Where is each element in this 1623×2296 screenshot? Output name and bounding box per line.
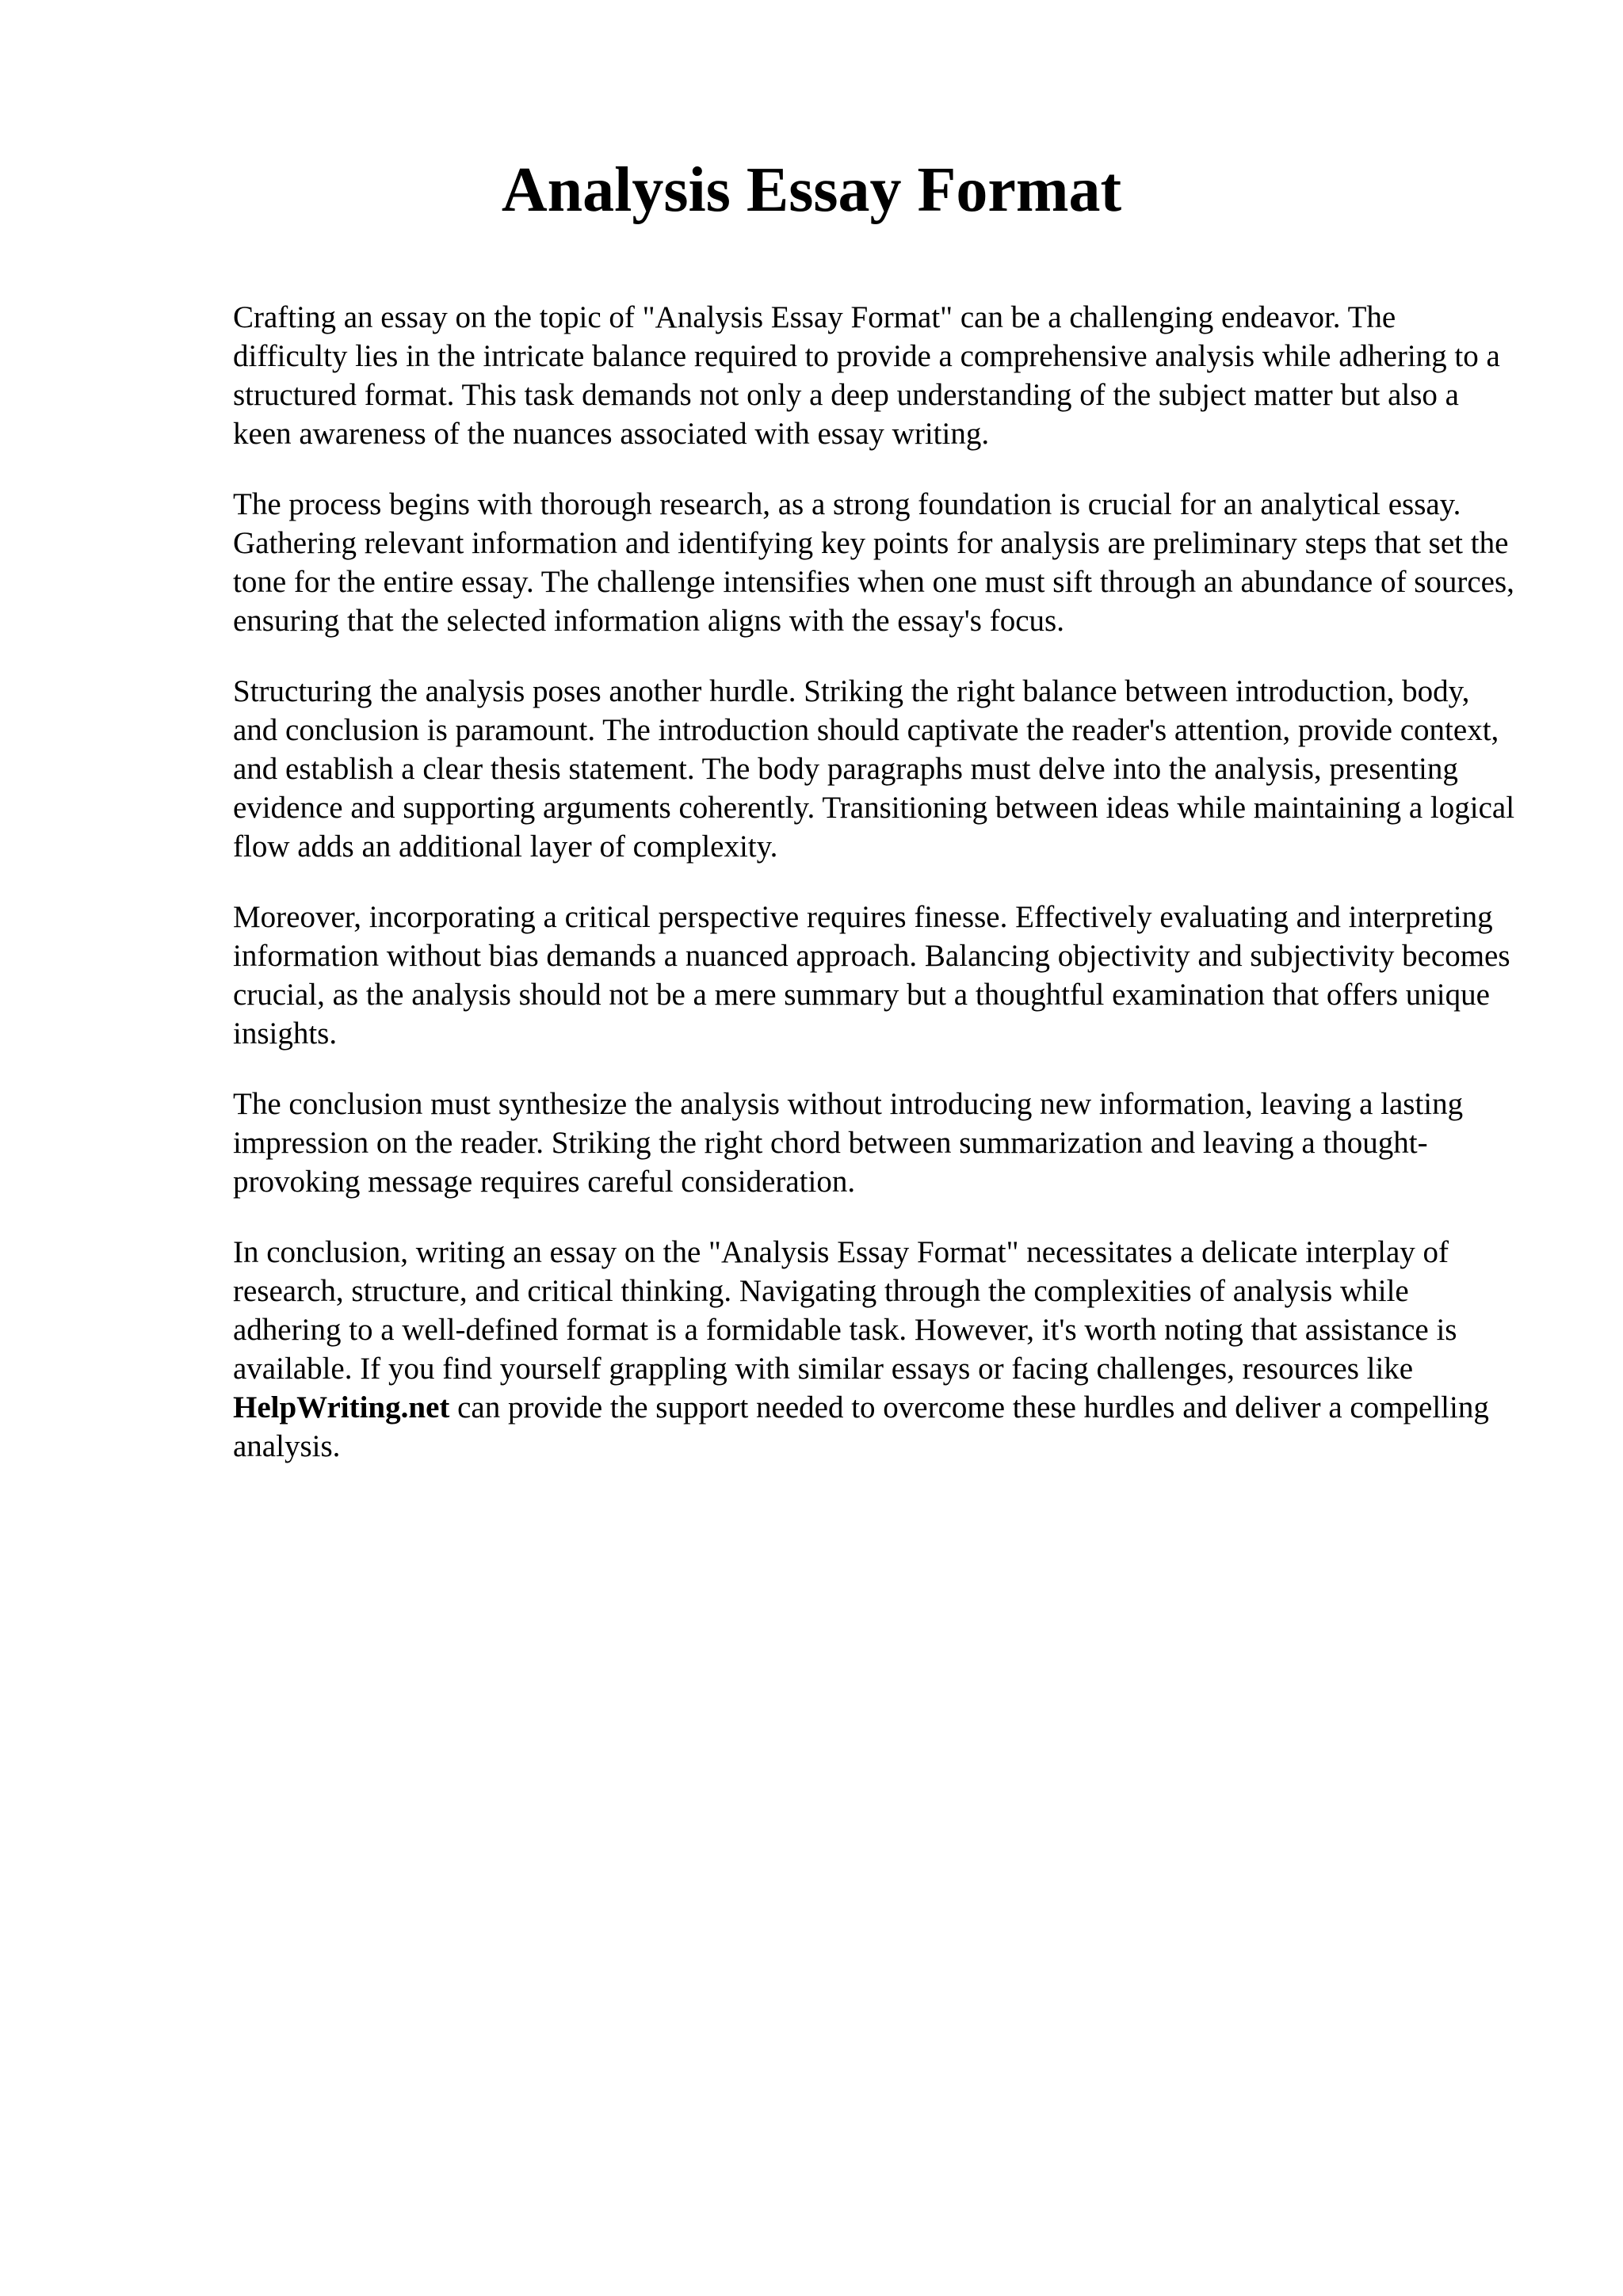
paragraph-5: The conclusion must synthesize the analysis without introducing new information, leaving a lasting impression on the reader. Striking the right chord between summarization and leaving a thought-provoking message requires careful consideration. (233, 1087, 1464, 1199)
paragraph-1: Crafting an essay on the topic of "Analysis Essay Format" can be a challenging endeavor. The difficulty lies in the intricate balance required to provide a comprehensive analysis while adhering to a structured format. This task demands not only a deep understanding of the subject matter but also a keen awareness of the nuances associated with essay writing. (233, 300, 1500, 451)
paragraph-2: The process begins with thorough research, as a strong foundation is crucial for an analytical essay. Gathering relevant information and identifying key points for analysis are preliminary steps that set the tone for the entire essay. The challenge intensifies when one must sift through an abundance of sources, ensuring that the selected information aligns with the essay's focus. (233, 487, 1514, 638)
page-title: Analysis Essay Format (501, 155, 1122, 225)
paragraph-6 (233, 1233, 1517, 1466)
paragraph-3: Structuring the analysis poses another hurdle. Striking the right balance between introduction, body, and conclusion is paramount. The introduction should captivate the reader's attention, provide context, and establish a clear thesis statement. The body paragraphs must delve into the analysis, presenting evidence and supporting arguments coherently. Transitioning between ideas while maintaining a logical flow adds an additional layer of complexity. (233, 674, 1515, 864)
paragraph-4: Moreover, incorporating a critical perspective requires finesse. Effectively evaluating and interpreting information without bias demands a nuanced approach. Balancing objectivity and subjectivity becomes crucial, as the analysis should not be a mere summary but a thoughtful examination that offers unique insights. (233, 900, 1510, 1051)
essay-body (233, 298, 1517, 1497)
brand-name: HelpWriting.net (233, 1390, 450, 1425)
paragraph-6-lead: In conclusion, writing an essay on the "Analysis Essay Format" necessitates a delicate interplay of research, structure, and critical thinking. Navigating through the complexities of analysis while adhering to a well-defined format is a formidable task. However, it's worth noting that assistance is available. If you find yourself grappling with similar essays or facing challenges, resources like (233, 1235, 1457, 1386)
paragraph-6-tail: can provide the support needed to overcome these hurdles and deliver a compelling analysis. (233, 1390, 1489, 1463)
